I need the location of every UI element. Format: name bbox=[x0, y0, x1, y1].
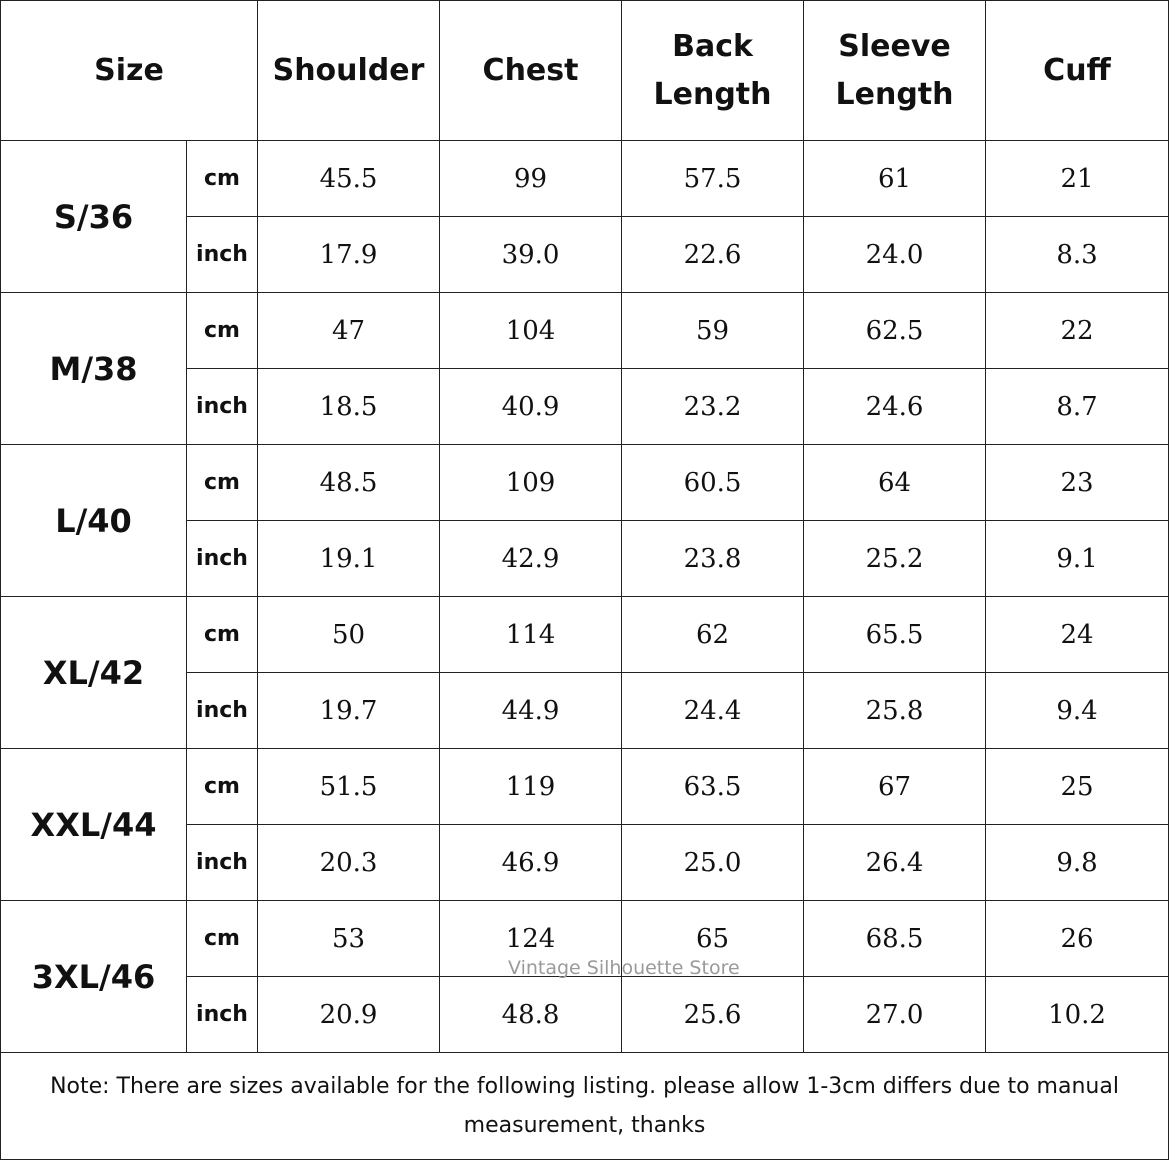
header-row bbox=[1, 1, 1169, 141]
measurement-cell: 25.6 bbox=[622, 977, 804, 1053]
header-back-length: Back Length bbox=[622, 1, 804, 141]
measurement-cell: 114 bbox=[440, 597, 622, 673]
measurement-cell: 48.8 bbox=[440, 977, 622, 1053]
table-row bbox=[1, 597, 1169, 673]
measurement-cell: 25.8 bbox=[804, 673, 986, 749]
measurement-cell: 46.9 bbox=[440, 825, 622, 901]
measurement-cell: 45.5 bbox=[258, 141, 440, 217]
measurement-cell: 53 bbox=[258, 901, 440, 977]
measurement-cell: 124 bbox=[440, 901, 622, 977]
size-label: S/36 bbox=[1, 141, 187, 293]
measurement-cell: 23 bbox=[986, 445, 1169, 521]
unit-label: inch bbox=[187, 977, 258, 1053]
measurement-cell: 20.9 bbox=[258, 977, 440, 1053]
measurement-cell: 64 bbox=[804, 445, 986, 521]
measurement-cell: 8.3 bbox=[986, 217, 1169, 293]
measurement-cell: 24.6 bbox=[804, 369, 986, 445]
measurement-cell: 24.0 bbox=[804, 217, 986, 293]
measurement-cell: 19.1 bbox=[258, 521, 440, 597]
header-chest: Chest bbox=[440, 1, 622, 141]
header-size: Size bbox=[1, 1, 258, 141]
header-cuff: Cuff bbox=[986, 1, 1169, 141]
unit-label: cm bbox=[187, 749, 258, 825]
measurement-cell: 51.5 bbox=[258, 749, 440, 825]
table-row bbox=[1, 293, 1169, 369]
measurement-cell: 99 bbox=[440, 141, 622, 217]
measurement-cell: 24 bbox=[986, 597, 1169, 673]
measurement-cell: 26.4 bbox=[804, 825, 986, 901]
measurement-cell: 67 bbox=[804, 749, 986, 825]
unit-label: inch bbox=[187, 673, 258, 749]
measurement-cell: 19.7 bbox=[258, 673, 440, 749]
size-label: L/40 bbox=[1, 445, 187, 597]
measurement-cell: 119 bbox=[440, 749, 622, 825]
measurement-cell: 65.5 bbox=[804, 597, 986, 673]
measurement-cell: 25.0 bbox=[622, 825, 804, 901]
measurement-cell: 62.5 bbox=[804, 293, 986, 369]
measurement-cell: 109 bbox=[440, 445, 622, 521]
measurement-cell: 40.9 bbox=[440, 369, 622, 445]
measurement-cell: 9.1 bbox=[986, 521, 1169, 597]
measurement-cell: 63.5 bbox=[622, 749, 804, 825]
measurement-cell: 20.3 bbox=[258, 825, 440, 901]
store-watermark: Vintage Silhouette Store bbox=[508, 957, 740, 979]
size-label: XXL/44 bbox=[1, 749, 187, 901]
unit-label: inch bbox=[187, 521, 258, 597]
measurement-cell: 10.2 bbox=[986, 977, 1169, 1053]
measurement-cell: 23.8 bbox=[622, 521, 804, 597]
unit-label: inch bbox=[187, 217, 258, 293]
unit-label: inch bbox=[187, 369, 258, 445]
measurement-cell: 23.2 bbox=[622, 369, 804, 445]
measurement-cell: 42.9 bbox=[440, 521, 622, 597]
measurement-cell: 50 bbox=[258, 597, 440, 673]
measurement-cell: 44.9 bbox=[440, 673, 622, 749]
table-row bbox=[1, 445, 1169, 521]
measurement-cell: 65 bbox=[622, 901, 804, 977]
measurement-cell: 104 bbox=[440, 293, 622, 369]
unit-label: inch bbox=[187, 825, 258, 901]
size-label: 3XL/46 bbox=[1, 901, 187, 1053]
measurement-cell: 62 bbox=[622, 597, 804, 673]
measurement-cell: 17.9 bbox=[258, 217, 440, 293]
header-sleeve-length: Sleeve Length bbox=[804, 1, 986, 141]
measurement-cell: 26 bbox=[986, 901, 1169, 977]
measurement-cell: 9.4 bbox=[986, 673, 1169, 749]
size-label: M/38 bbox=[1, 293, 187, 445]
measurement-cell: 18.5 bbox=[258, 369, 440, 445]
measurement-cell: 24.4 bbox=[622, 673, 804, 749]
measurement-cell: 59 bbox=[622, 293, 804, 369]
measurement-cell: 21 bbox=[986, 141, 1169, 217]
table-row bbox=[1, 901, 1169, 977]
measurement-cell: 39.0 bbox=[440, 217, 622, 293]
table-row bbox=[1, 749, 1169, 825]
size-label: XL/42 bbox=[1, 597, 187, 749]
measurement-cell: 25 bbox=[986, 749, 1169, 825]
unit-label: cm bbox=[187, 293, 258, 369]
measurement-cell: 27.0 bbox=[804, 977, 986, 1053]
measurement-cell: 25.2 bbox=[804, 521, 986, 597]
header-shoulder: Shoulder bbox=[258, 1, 440, 141]
measurement-cell: 48.5 bbox=[258, 445, 440, 521]
table-row bbox=[1, 141, 1169, 217]
size-rows bbox=[1, 141, 1169, 1053]
measurement-cell: 8.7 bbox=[986, 369, 1169, 445]
note-text: Note: There are sizes available for the following listing. please allow 1-3cm differs due to manual measurement, thanks bbox=[1, 1053, 1169, 1160]
unit-label: cm bbox=[187, 141, 258, 217]
measurement-cell: 60.5 bbox=[622, 445, 804, 521]
measurement-cell: 68.5 bbox=[804, 901, 986, 977]
measurement-cell: 57.5 bbox=[622, 141, 804, 217]
unit-label: cm bbox=[187, 597, 258, 673]
measurement-cell: 9.8 bbox=[986, 825, 1169, 901]
unit-label: cm bbox=[187, 901, 258, 977]
note-row bbox=[1, 1053, 1169, 1160]
measurement-cell: 47 bbox=[258, 293, 440, 369]
measurement-cell: 22 bbox=[986, 293, 1169, 369]
unit-label: cm bbox=[187, 445, 258, 521]
measurement-cell: 61 bbox=[804, 141, 986, 217]
measurement-cell: 22.6 bbox=[622, 217, 804, 293]
